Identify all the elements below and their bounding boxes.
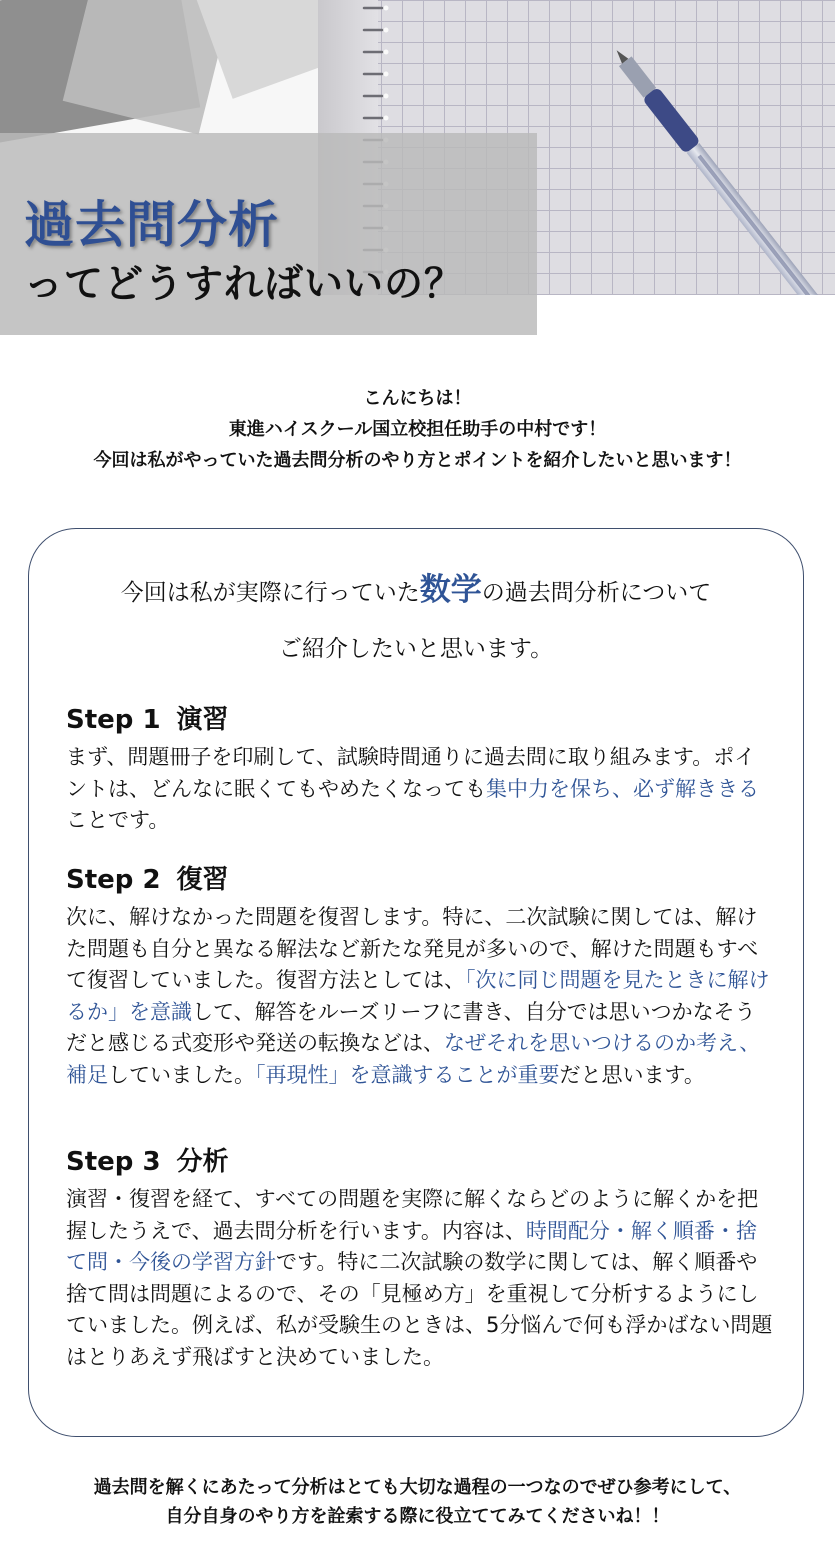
step-title: [66, 1141, 776, 1178]
intro-greeting: こんにちは！: [363, 388, 472, 409]
step-body: [66, 742, 776, 837]
footer-line1: 過去問を解くにあたって分析はとても大切な過程の一つなのでぜひ参考にして、: [93, 1477, 742, 1498]
page-title: 過去問分析: [24, 196, 279, 254]
card-lead-line2: ご紹介したいと思います。: [278, 636, 554, 662]
page-subtitle: ってどうすればいいの？: [24, 262, 465, 307]
step-name: 分析: [176, 1147, 229, 1177]
body-text: です。特に二次試験の数学に関しては、解く順番や捨て問は問題によるので、その「見極め方」を重視して分析するようにしていました。例えば、私が受験生のときは、5分悩んで何も浮かばない問題はとりあえず飛ばすと決めていました。: [66, 1250, 773, 1369]
step-label: Step 3: [66, 1147, 161, 1177]
body-highlight: 「次に同じ問題を見たときに解けるか」を意識: [66, 968, 770, 1024]
body-highlight: 時間配分・解く順番・捨て問・今後の学習方針: [66, 1218, 757, 1274]
footer-line2: 自分自身のやり方を詮索する際に役立ててみてくださいね！！: [165, 1506, 670, 1527]
header-banner: [0, 0, 835, 335]
body-text: 次に、解けなかった問題を復習します。特に、二次試験に関しては、解けた問題も自分と異なる解法など新たな発見が多いので、解けた問題もすべて復習していました。復習方法としては、: [66, 905, 759, 992]
step-3: [66, 1141, 776, 1373]
pen-icon: [600, 30, 835, 295]
lead-text: の過去問分析について: [481, 580, 712, 606]
card-lead-line1: [29, 562, 803, 621]
step-title: [66, 859, 776, 896]
body-text: だと思います。: [559, 1062, 705, 1087]
step-2: [66, 859, 776, 1091]
body-text: 演習・復習を経て、すべての問題を実際に解くならどのように解くかを把握したうえで、過去問分析を行います。内容は、: [66, 1187, 759, 1243]
intro-section: [0, 383, 835, 476]
body-text: していました。: [108, 1062, 255, 1087]
step-title: [66, 699, 776, 736]
body-text: まず、問題冊子を印刷して、試験時間通りに過去問に取り組みます。ポイントは、どんなに眠くてもやめたくなっても: [66, 745, 756, 801]
intro-purpose: 今回は私がやっていた過去問分析のやり方とポイントを紹介したいと思います！: [93, 450, 742, 471]
footer-note: [0, 1473, 835, 1531]
step-label: Step 2: [66, 865, 161, 895]
step-body: [66, 1184, 776, 1373]
body-highlight: 集中力を保ち、必ず解ききる: [486, 776, 759, 801]
lead-text: 今回は私が実際に行っていた: [120, 580, 420, 606]
step-name: 復習: [176, 865, 229, 895]
body-text: ことです。: [66, 808, 170, 832]
body-highlight: なぜそれを思いつけるのか考え、補足: [66, 1031, 761, 1087]
card-lead: [29, 562, 803, 677]
step-body: [66, 902, 776, 1091]
step-1: [66, 699, 776, 837]
body-highlight: 「再現性」を意識することが重要: [255, 1062, 560, 1087]
intro-author: 東進ハイスクール国立校担任助手の中村です！: [228, 419, 607, 440]
content-card: [28, 528, 804, 1437]
body-text: して、解答をルーズリーフに書き、自分では思いつかなそうだと感じる式変形や発送の転換などは、: [66, 999, 756, 1055]
step-label: Step 1: [66, 705, 161, 735]
lead-accent-subject: 数学: [419, 572, 482, 608]
step-name: 演習: [176, 705, 229, 735]
